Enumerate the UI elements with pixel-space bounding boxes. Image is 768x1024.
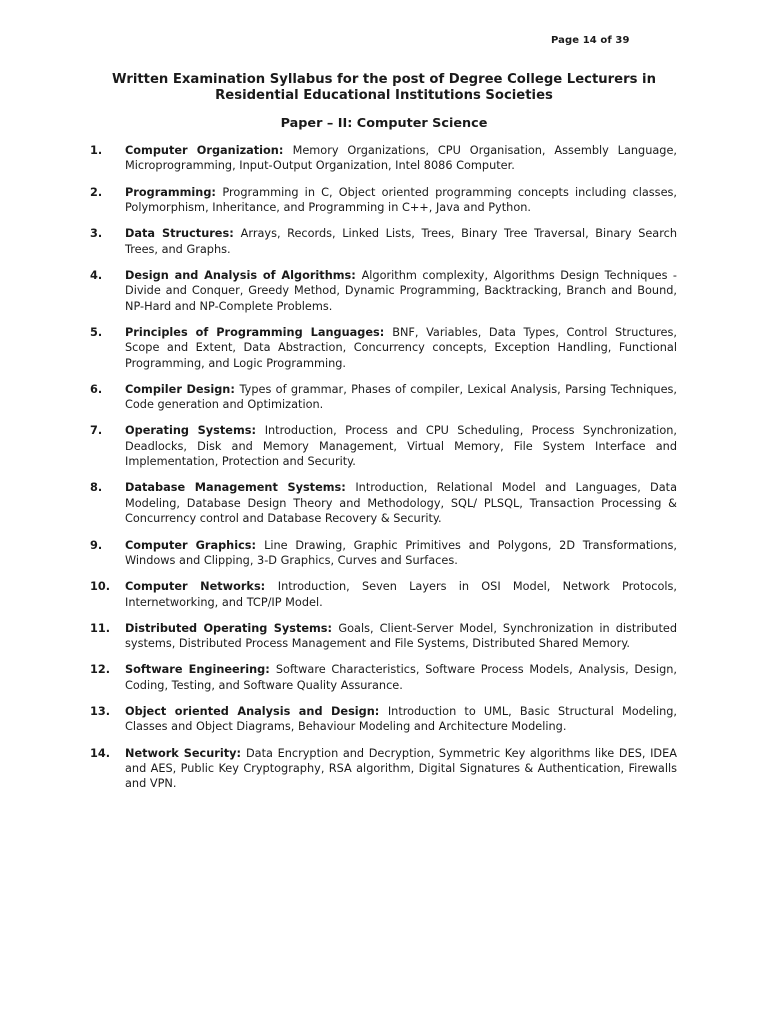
item-description: Programming in C, Object oriented programming concepts including classes, Polymorphism, Inheritance, and Programming in C++, Java and Python. [125, 185, 677, 215]
syllabus-item-dbms [90, 480, 677, 526]
item-number: 5. [90, 325, 103, 339]
document-title-line-1: Written Examination Syllabus for the post of Degree College Lecturers in [112, 72, 656, 87]
item-topic: Data Structures: [125, 227, 241, 241]
item-topic: Operating Systems: [125, 424, 265, 438]
item-description: Arrays, Records, Linked Lists, Trees, Binary Tree Traversal, Binary Search Trees, and Graphs. [125, 227, 677, 256]
item-number: 14. [90, 746, 111, 760]
item-number: 6. [90, 382, 103, 396]
item-description: Introduction, Relational Model and Languages, Data Modeling, Database Design Theory and Methodology, SQL/ PLSQL, Transaction Processing & Concurrency control and Database Recovery & Security. [125, 481, 677, 526]
item-number: 3. [90, 227, 103, 241]
item-topic: Compiler Design: [125, 382, 240, 396]
syllabus-item-computer-networks [90, 579, 677, 610]
document-title-line-2: Residential Educational Institutions Societies [215, 88, 553, 103]
syllabus-item-distributed-os [90, 621, 677, 652]
syllabus-item-ooad [90, 704, 677, 735]
syllabus-item-computer-organization [90, 143, 677, 174]
item-description: Types of grammar, Phases of compiler, Lexical Analysis, Parsing Techniques, Code generation and Optimization. [125, 382, 677, 412]
item-description: Goals, Client-Server Model, Synchronization in distributed systems, Distributed Process Management and File Systems, Distributed Shared Memory. [125, 621, 677, 651]
syllabus-item-network-security [90, 746, 677, 792]
item-topic: Computer Networks: [125, 580, 278, 594]
paper-title: Paper – II: Computer Science [280, 116, 488, 131]
document-title [60, 72, 708, 104]
item-number: 13. [90, 704, 111, 718]
page-number: Page 14 of 39 [551, 35, 630, 46]
item-number: 4. [90, 268, 103, 282]
item-description: Algorithm complexity, Algorithms Design Techniques - Divide and Conquer, Greedy Method, Dynamic Programming, Backtracking, Branch and Bound, NP-Hard and NP-Complete Problems. [125, 268, 677, 313]
item-description: Introduction, Process and CPU Scheduling, Process Synchronization, Deadlocks, Disk and Memory Management, Virtual Memory, File System Interface and Implementation, Protection and Security. [125, 424, 677, 469]
syllabus-list [90, 143, 677, 803]
item-topic: Network Security: [125, 746, 246, 760]
item-topic: Software Engineering: [125, 663, 276, 677]
item-number: 12. [90, 663, 111, 677]
item-topic: Database Management Systems: [125, 481, 356, 495]
syllabus-item-programming [90, 185, 677, 216]
item-topic: Object oriented Analysis and Design: [125, 704, 388, 718]
syllabus-item-operating-systems [90, 423, 677, 469]
item-topic: Computer Graphics: [125, 538, 265, 552]
item-description: Data Encryption and Decryption, Symmetric Key algorithms like DES, IDEA and AES, Public Key Cryptography, RSA algorithm, Digital Signatures & Authentication, Firewalls and VPN. [125, 746, 677, 791]
syllabus-item-computer-graphics [90, 538, 677, 569]
item-number: 9. [90, 538, 103, 552]
syllabus-item-algorithms [90, 268, 677, 314]
item-number: 1. [90, 144, 103, 157]
item-number: 8. [90, 481, 103, 495]
syllabus-item-compiler-design [90, 382, 677, 413]
item-topic: Distributed Operating Systems: [125, 621, 339, 635]
item-number: 11. [90, 621, 111, 635]
item-description: Software Characteristics, Software Process Models, Analysis, Design, Coding, Testing, and Software Quality Assurance. [125, 663, 677, 692]
item-description: BNF, Variables, Data Types, Control Structures, Scope and Extent, Data Abstraction, Concurrency concepts, Exception Handling, Functional Programming, and Logic Programming. [125, 325, 677, 370]
item-number: 2. [90, 185, 103, 199]
item-number: 7. [90, 424, 103, 438]
item-topic: Design and Analysis of Algorithms: [125, 268, 362, 282]
item-topic: Computer Organization: [125, 144, 293, 157]
item-description: Memory Organizations, CPU Organisation, Assembly Language, Microprogramming, Input-Output Organization, Intel 8086 Computer. [125, 144, 678, 173]
item-description: Introduction, Seven Layers in OSI Model, Network Protocols, Internetworking, and TCP/IP Model. [125, 580, 677, 609]
syllabus-item-data-structures [90, 226, 677, 257]
syllabus-item-programming-languages [90, 325, 677, 371]
item-topic: Principles of Programming Languages: [125, 325, 393, 339]
item-topic: Programming: [125, 185, 223, 199]
item-description: Line Drawing, Graphic Primitives and Polygons, 2D Transformations, Windows and Clipping, 3-D Graphics, Curves and Surfaces. [125, 538, 677, 567]
item-number: 10. [90, 580, 111, 594]
item-description: Introduction to UML, Basic Structural Modeling, Classes and Object Diagrams, Behaviour Modeling and Architecture Modeling. [125, 704, 678, 734]
syllabus-item-software-engineering [90, 662, 677, 693]
